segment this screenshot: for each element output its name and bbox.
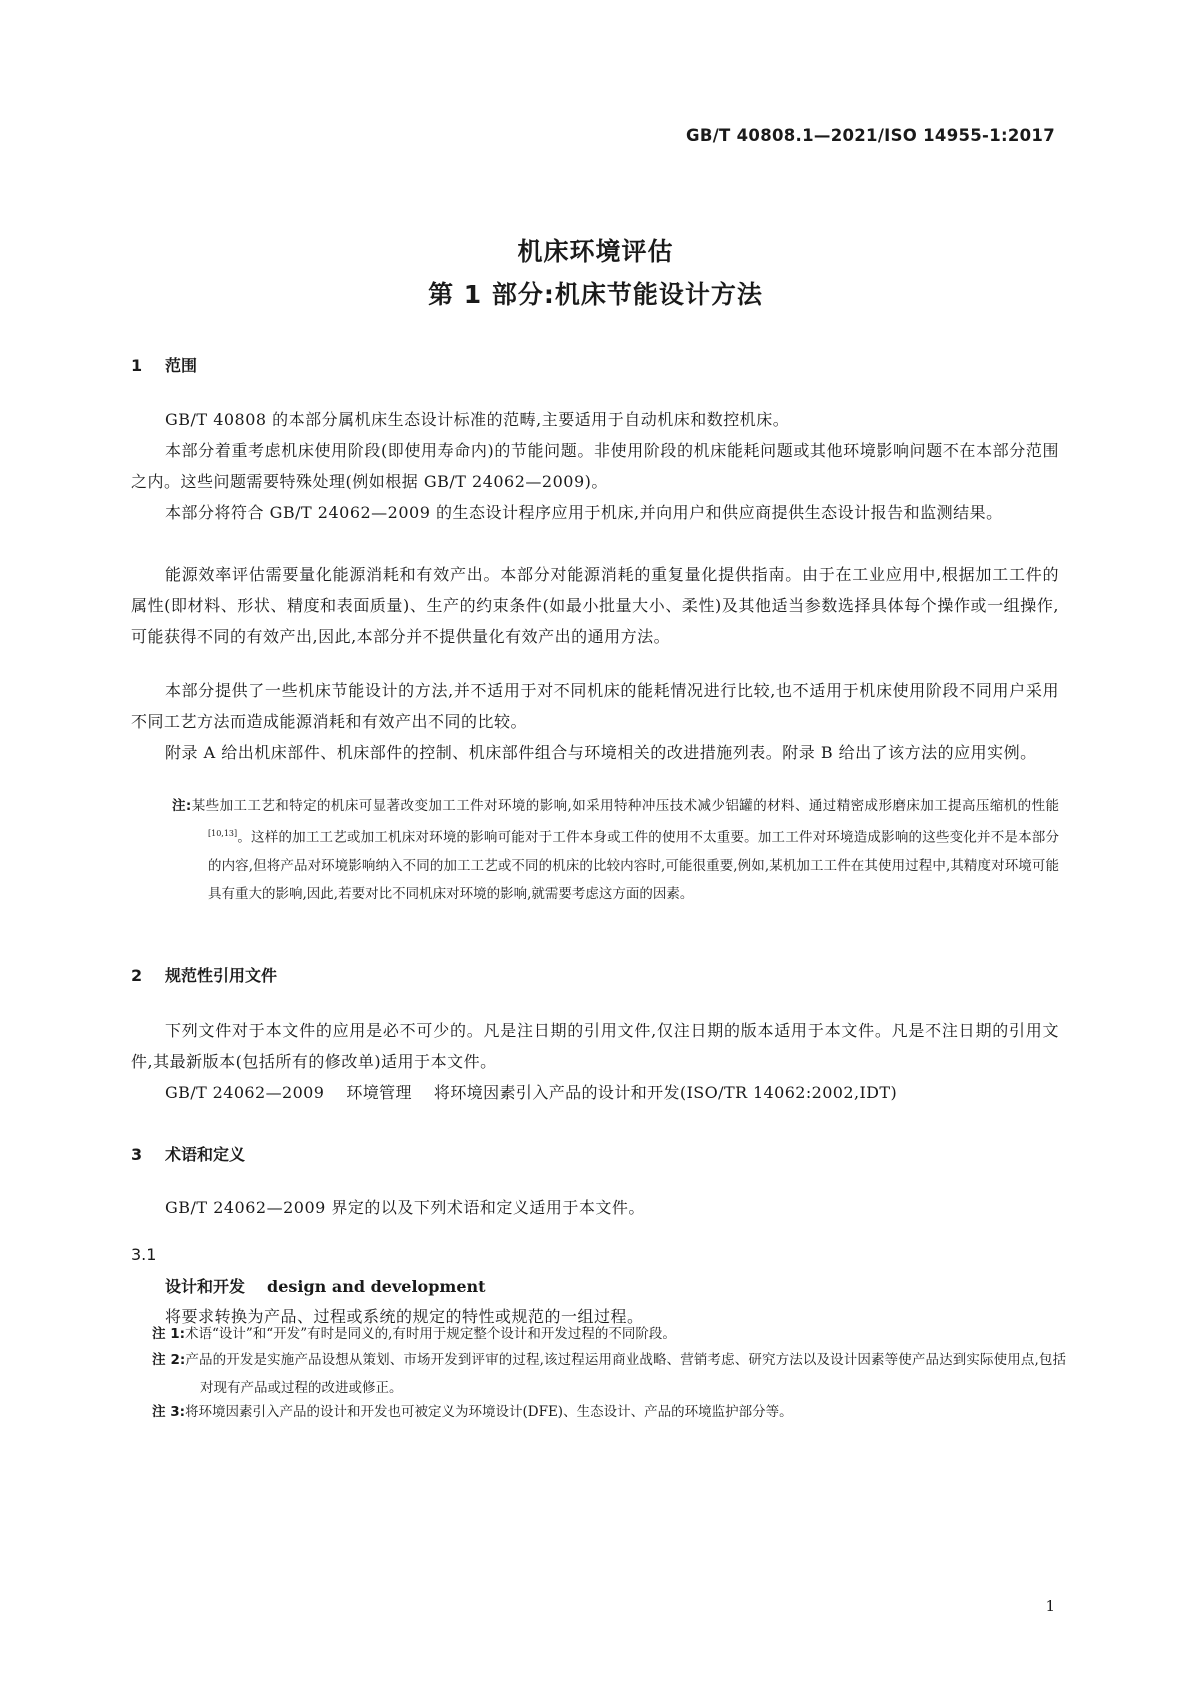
reference-code: GB/T 24062—2009 — [165, 1083, 325, 1102]
note-label: 注: — [172, 798, 192, 814]
scope-paragraph-4: 能源效率评估需要量化能源消耗和有效产出。本部分对能源消耗的重复量化提供指南。由于在工业应用中,根据加工工件的属性(即材料、形状、精度和表面质量)、生产的约束条件(如最小批量大小、柔性)及其他适当参数选择具体每个操作或一组操作,可能获得不同的有效产出,因此,本部分并不提供量化有效产出的通用方法。 — [131, 565, 1059, 646]
section-title: 范围 — [165, 356, 198, 375]
term-note-text: 将环境因素引入产品的设计和开发也可被定义为环境设计(DFE)、生态设计、产品的环境监护部分等。 — [185, 1404, 793, 1420]
term-note-text: 产品的开发是实施产品设想从策划、市场开发到评审的过程,该过程运用商业战略、营销考虑、研究方法以及设计因素等使产品达到实际使用点,包括对现有产品或过程的改进或修正。 — [185, 1352, 1066, 1396]
scope-paragraph-3: 本部分将符合 GB/T 24062—2009 的生态设计程序应用于机床,并向用户和供应商提供生态设计报告和监测结果。 — [165, 503, 1003, 522]
section-number: 1 — [131, 356, 143, 375]
scope-note — [172, 792, 1059, 908]
section-title: 术语和定义 — [165, 1145, 246, 1164]
term-name-en: design and development — [267, 1277, 486, 1296]
references-paragraph: 下列文件对于本文件的应用是必不可少的。凡是注日期的引用文件,仅注日期的版本适用于本文件。凡是不注日期的引用文件,其最新版本(包括所有的修改单)适用于本文件。 — [131, 1021, 1059, 1071]
citation-ref: [10,13] — [208, 829, 238, 838]
term-note-label: 注 2: — [152, 1352, 186, 1368]
section-heading-terms — [131, 1142, 245, 1165]
term-note-3 — [131, 1398, 1066, 1426]
section-title: 规范性引用文件 — [165, 966, 278, 985]
reference-title-1: 环境管理 — [346, 1083, 412, 1102]
scope-paragraph-6: 附录 A 给出机床部件、机床部件的控制、机床部件组合与环境相关的改进措施列表。附录 B 给出了该方法的应用实例。 — [165, 743, 1037, 762]
term-entry — [165, 1274, 486, 1297]
term-definition: 将要求转换为产品、过程或系统的规定的特性或规范的一组过程。 — [165, 1307, 644, 1326]
scope-paragraph-1: GB/T 40808 的本部分属机床生态设计标准的范畴,主要适用于自动机床和数控机床。 — [165, 410, 790, 429]
page-number: 1 — [1045, 1597, 1055, 1615]
term-note-text: 术语“设计”和“开发”有时是同义的,有时用于规定整个设计和开发过程的不同阶段。 — [185, 1326, 676, 1342]
document-title: 机床环境评估 — [517, 237, 674, 266]
section-number: 3 — [131, 1145, 143, 1164]
reference-entry — [165, 1077, 1065, 1108]
reference-title-2: 将环境因素引入产品的设计和开发(ISO/TR 14062:2002,IDT) — [433, 1083, 898, 1102]
scope-paragraph-2: 本部分着重考虑机床使用阶段(即使用寿命内)的节能问题。非使用阶段的机床能耗问题或其他环境影响问题不在本部分范围之内。这些问题需要特殊处理(例如根据 GB/T 24062—2009)。 — [131, 441, 1059, 491]
note-text-a: 某些加工工艺和特定的机床可显著改变加工工件对环境的影响,如采用特种冲压技术减少铝罐的材料、通过精密成形磨床加工提高压缩机的性能 — [191, 798, 1059, 814]
term-number: 3.1 — [131, 1245, 157, 1264]
term-name-zh: 设计和开发 — [165, 1277, 246, 1296]
standard-number: GB/T 40808.1—2021/ISO 14955-1:2017 — [686, 126, 1055, 145]
section-heading-scope — [131, 353, 197, 376]
section-number: 2 — [131, 966, 143, 985]
note-text-b: 。这样的加工工艺或加工机床对环境的影响可能对于工件本身或工件的使用不太重要。加工工件对环境造成影响的这些变化并不是本部分的内容,但将产品对环境影响纳入不同的加工工艺或不同的机床的比较内容时,可能很重要,例如,某机加工工件在其使用过程中,其精度对环境可能具有重大的影响,因此,若要对比不同机床对环境的影响,就需要考虑这方面的因素。 — [208, 829, 1059, 902]
scope-paragraph-5: 本部分提供了一些机床节能设计的方法,并不适用于对不同机床的能耗情况进行比较,也不适用于机床使用阶段不同用户采用不同工艺方法而造成能源消耗和有效产出不同的比较。 — [131, 681, 1059, 731]
section-heading-normative-references — [131, 963, 277, 986]
term-note-label: 注 1: — [152, 1326, 185, 1342]
term-note-1 — [131, 1320, 1066, 1348]
term-note-2 — [131, 1346, 1066, 1402]
term-note-label: 注 3: — [152, 1404, 185, 1420]
document-subtitle: 第 1 部分:机床节能设计方法 — [428, 280, 763, 309]
terms-paragraph: GB/T 24062—2009 界定的以及下列术语和定义适用于本文件。 — [165, 1198, 645, 1217]
